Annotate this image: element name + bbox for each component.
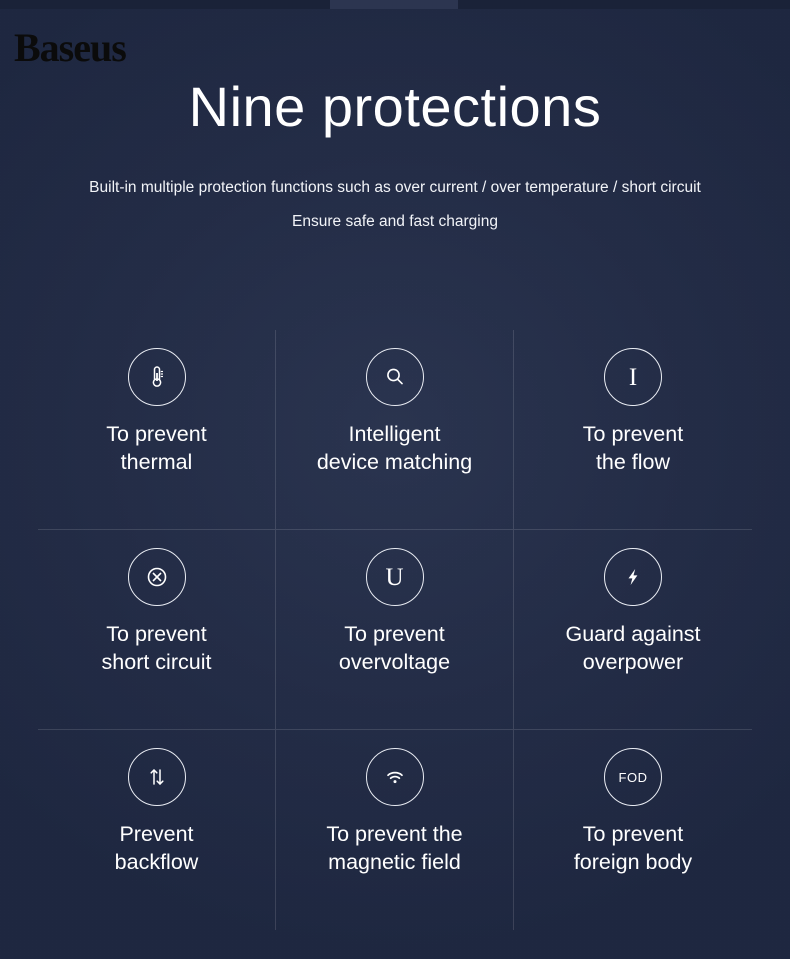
fod-icon	[604, 748, 662, 806]
feature-label-line1: To prevent	[106, 622, 207, 646]
feature-label-line1: To prevent	[582, 422, 684, 446]
lightning-bolt-icon	[604, 548, 662, 606]
feature-grid	[38, 330, 752, 930]
feature-label	[339, 620, 450, 677]
feature-item-overpower	[514, 530, 752, 730]
feature-label-line1: To prevent the	[326, 822, 463, 846]
feature-label-line2: backflow	[114, 850, 199, 875]
magnifier-icon	[366, 348, 424, 406]
subtitle-line-1: Built-in multiple protection functions such as over current / over temperature / short circuit	[89, 179, 701, 196]
feature-item-overvoltage	[276, 530, 514, 730]
feature-label	[102, 620, 212, 677]
feature-label-line2: overpower	[582, 650, 684, 675]
page-title: Nine protections	[188, 75, 602, 138]
feature-item-short-circuit	[38, 530, 276, 730]
feature-label	[574, 820, 692, 877]
wifi-signal-icon	[366, 748, 424, 806]
feature-label-line1: To prevent	[582, 822, 684, 846]
feature-label-line1: Guard against	[565, 622, 701, 646]
feature-label-line2: overvoltage	[338, 650, 451, 675]
up-down-arrows-icon	[128, 748, 186, 806]
top-strip-tab	[330, 0, 458, 9]
feature-label-line1: To prevent	[344, 622, 445, 646]
x-circle-icon	[128, 548, 186, 606]
feature-item-magnetic-field	[276, 730, 514, 930]
feature-label	[565, 620, 700, 677]
top-strip	[0, 0, 790, 9]
voltage-u-glyph: U	[385, 563, 404, 591]
feature-label	[583, 420, 683, 477]
feature-label-line2: magnetic field	[328, 850, 461, 875]
feature-label-line2: foreign body	[573, 850, 693, 875]
feature-label-line1: Intelligent	[348, 422, 441, 446]
feature-label-line2: the flow	[595, 450, 671, 475]
current-i-icon	[604, 348, 662, 406]
feature-label	[326, 820, 462, 877]
feature-label-line2: thermal	[120, 450, 193, 475]
feature-label-line2: device matching	[316, 450, 473, 475]
voltage-u-icon	[366, 548, 424, 606]
feature-label	[317, 420, 472, 477]
thermometer-icon	[128, 348, 186, 406]
fod-glyph: FOD	[618, 769, 648, 785]
feature-label	[115, 820, 199, 877]
feature-label-line2: short circuit	[101, 650, 212, 675]
current-i-glyph: I	[628, 363, 638, 391]
feature-item-backflow	[38, 730, 276, 930]
feature-label	[106, 420, 206, 477]
feature-label-line1: Prevent	[119, 822, 194, 846]
brand-logo: Baseus	[14, 25, 126, 70]
feature-item-device-matching	[276, 330, 514, 530]
subtitle-line-2: Ensure safe and fast charging	[292, 213, 498, 230]
feature-item-foreign-body	[514, 730, 752, 930]
feature-item-overcurrent	[514, 330, 752, 530]
feature-label-line1: To prevent	[106, 422, 207, 446]
feature-item-thermal	[38, 330, 276, 530]
